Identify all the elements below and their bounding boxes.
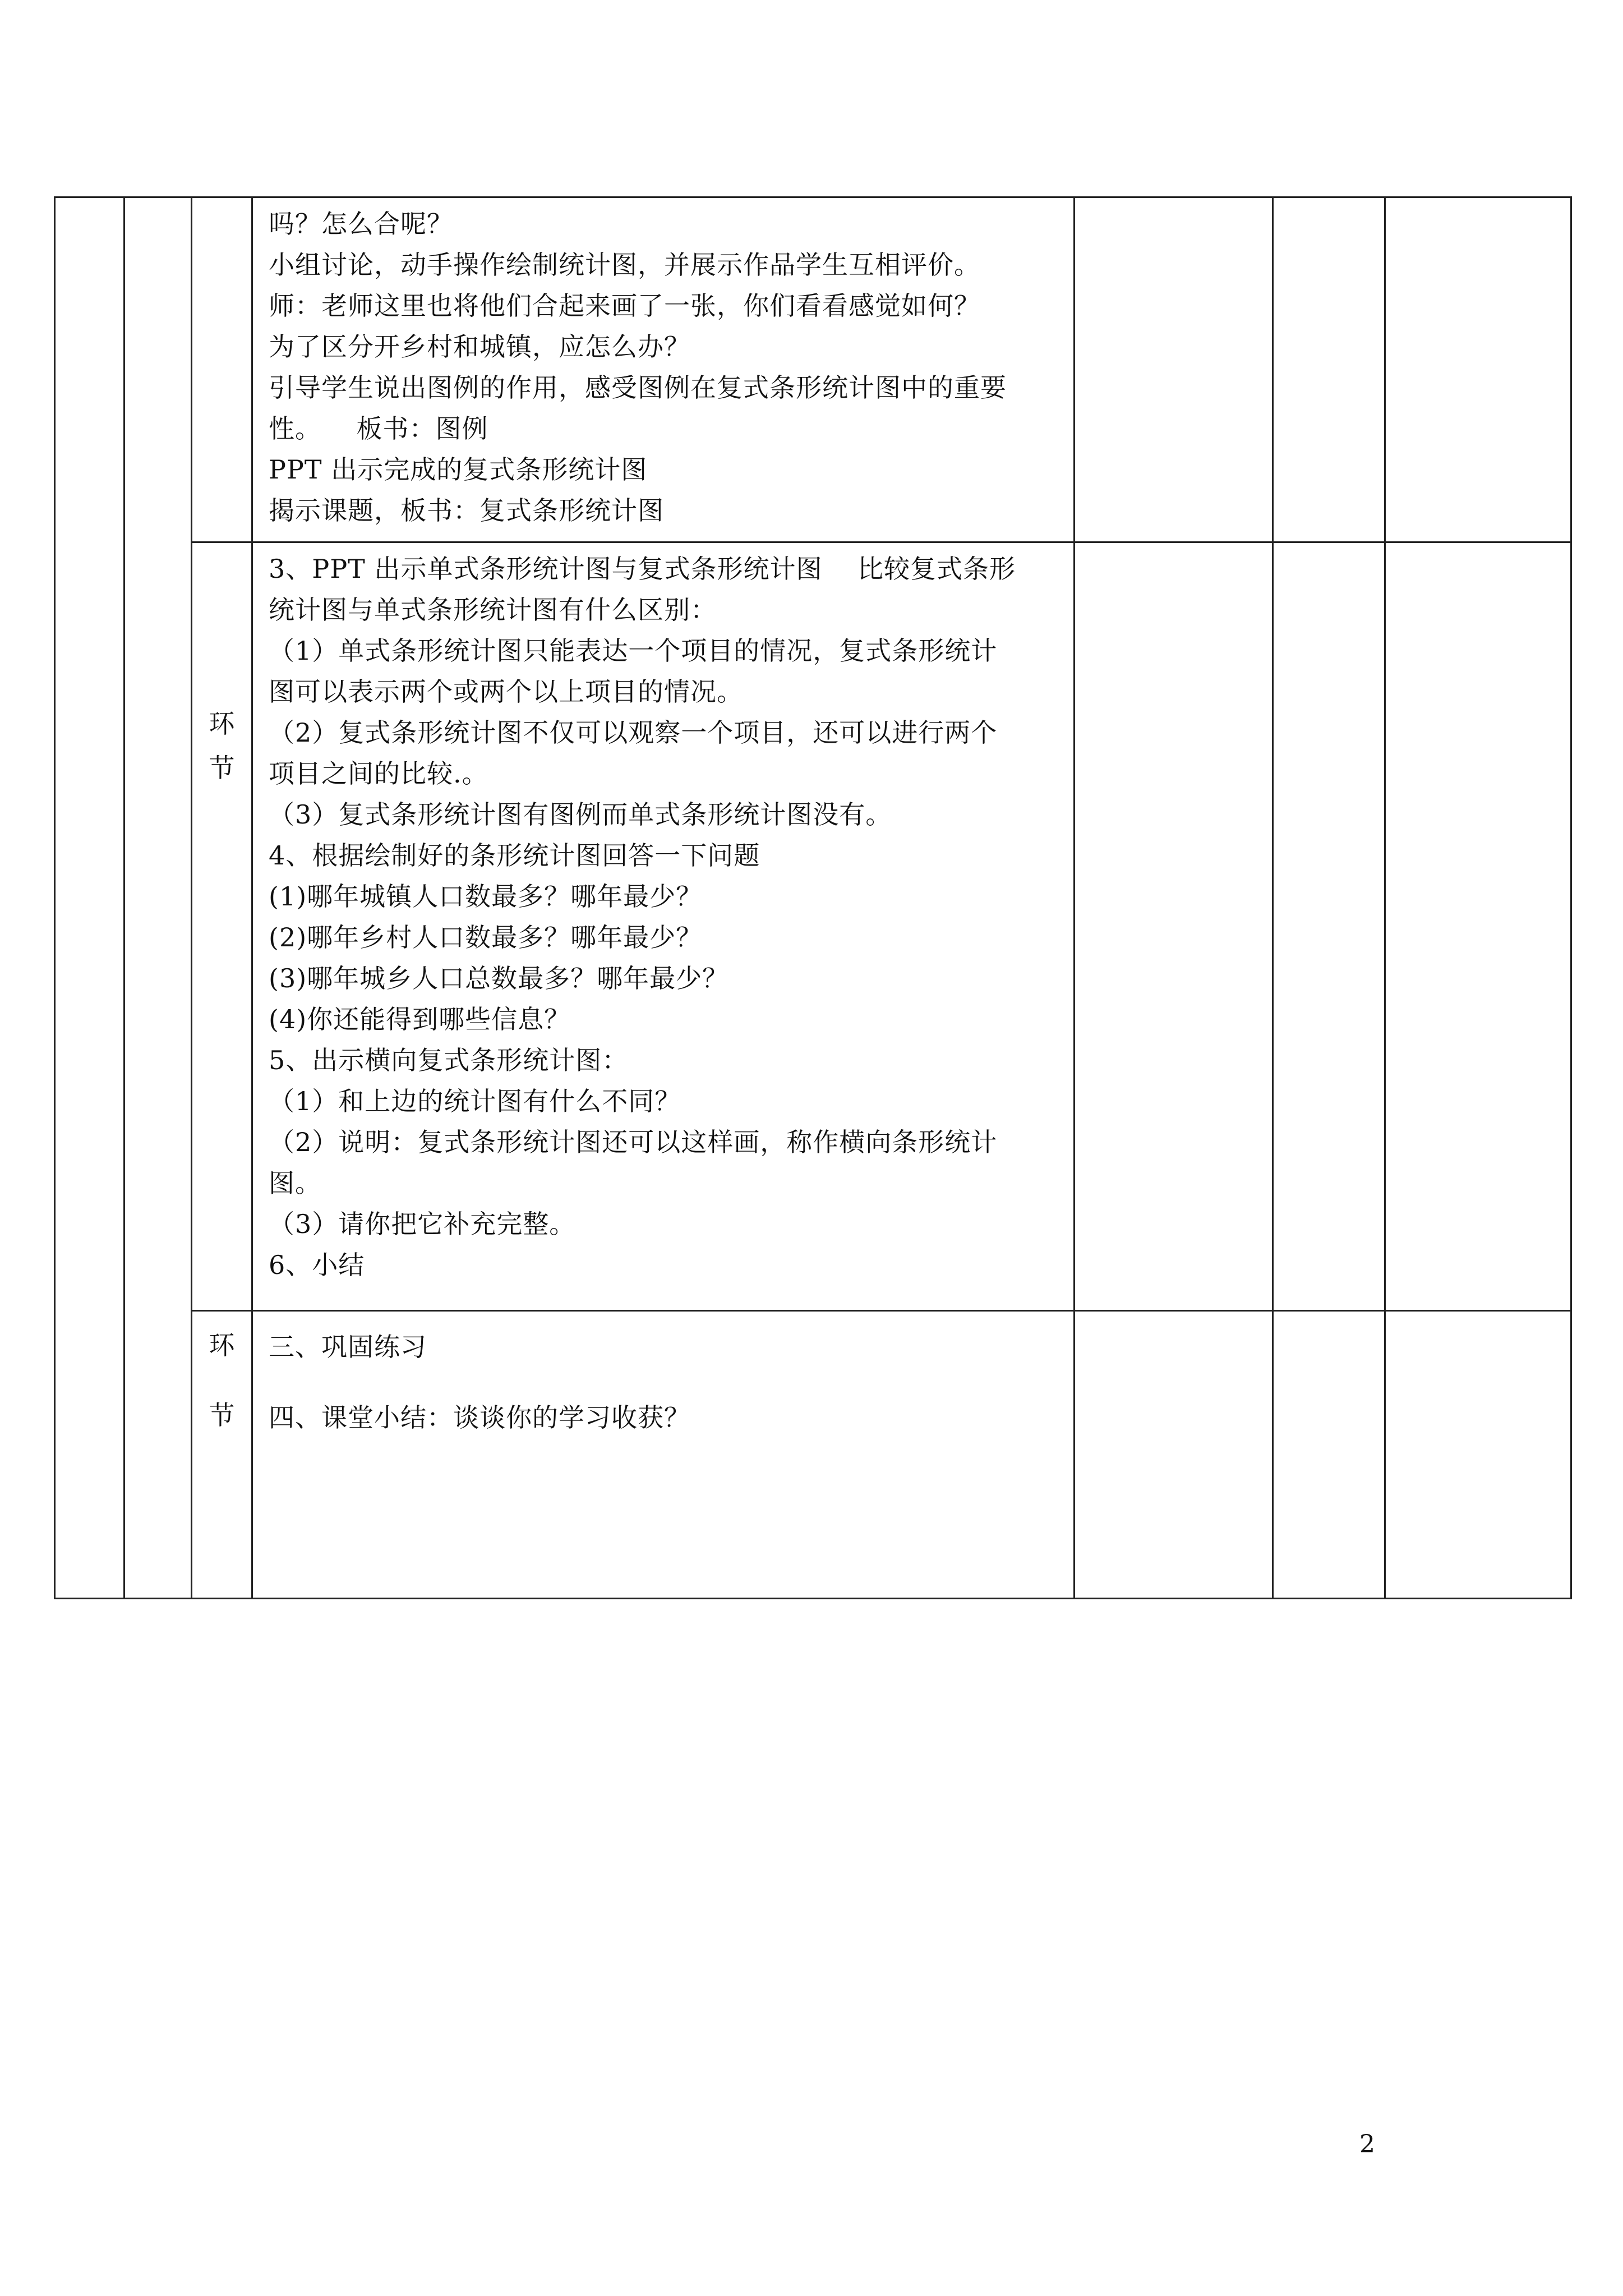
- text-line: 为了区分开乡村和城镇，应怎么办？: [269, 332, 690, 362]
- section-label-char: 环: [209, 708, 235, 739]
- section-label-char: 节: [209, 753, 235, 783]
- table-row: [55, 1311, 1571, 1599]
- blank-cell: [1385, 1311, 1571, 1599]
- label-cell: [192, 1311, 252, 1599]
- text-line: （1）单式条形统计图只能表达一个项目的情况，复式条形统计: [269, 636, 998, 666]
- text-line: 统计图与单式条形统计图有什么区别：: [269, 595, 717, 625]
- text-line: 揭示课题，板书：复式条形统计图: [269, 495, 664, 526]
- text-line: 3、PPT 出示单式条形统计图与复式条形统计图 比较复式条形: [269, 554, 1016, 584]
- text-line: PPT 出示完成的复式条形统计图: [269, 454, 648, 485]
- text-line: (1)哪年城镇人口数最多？哪年最少？: [269, 881, 703, 912]
- blank-cell: [1273, 1311, 1385, 1599]
- blank-cell: [1385, 197, 1571, 542]
- text-line: （3）复式条形统计图有图例而单式条形统计图没有。: [269, 799, 892, 830]
- stage-column-cell: [55, 197, 125, 1599]
- page-number: 2: [1359, 2130, 1375, 2159]
- text-line: 5、出示横向复式条形统计图：: [269, 1045, 629, 1075]
- text-line: 项目之间的比较.。: [269, 758, 488, 789]
- text-line: 性。 板书：图例: [269, 413, 488, 444]
- section-label-char: 节: [209, 1400, 235, 1430]
- text-line: （2）说明：复式条形统计图还可以这样画，称作横向条形统计: [269, 1127, 998, 1157]
- table-row: [55, 542, 1571, 1311]
- content-cell: [252, 542, 1075, 1311]
- label-cell: [192, 197, 252, 542]
- section-column-cell: [125, 197, 192, 1599]
- section-label-char: 环: [209, 1330, 235, 1360]
- text-line: 图。: [269, 1168, 321, 1198]
- blank-cell: [1075, 1311, 1273, 1599]
- text-line: 4、根据绘制好的条形统计图回答一下问题: [269, 840, 760, 871]
- content-cell: [252, 197, 1075, 542]
- text-line: 四、课堂小结：谈谈你的学习收获？: [269, 1402, 690, 1433]
- content-cell: [252, 1311, 1075, 1599]
- text-line: （3）请你把它补充完整。: [269, 1209, 576, 1239]
- text-line: (4)你还能得到哪些信息？: [269, 1004, 571, 1034]
- table-row: [55, 197, 1571, 542]
- label-cell: [192, 542, 252, 1311]
- text-line: （2）复式条形统计图不仅可以观察一个项目，还可以进行两个: [269, 717, 998, 748]
- text-line: 师：老师这里也将他们合起来画了一张，你们看看感觉如何？: [269, 291, 980, 321]
- text-line: (3)哪年城乡人口总数最多？哪年最少？: [269, 963, 729, 993]
- blank-cell: [1075, 197, 1273, 542]
- text-line: (2)哪年乡村人口数最多？哪年最少？: [269, 922, 703, 953]
- text-line: （1）和上边的统计图有什么不同？: [269, 1086, 681, 1116]
- blank-cell: [1385, 542, 1571, 1311]
- lesson-plan-table: [54, 196, 1572, 1599]
- blank-cell: [1273, 197, 1385, 542]
- text-line: 三、巩固练习: [269, 1332, 427, 1362]
- text-line: 6、小结: [269, 1250, 365, 1280]
- text-line: 引导学生说出图例的作用，感受图例在复式条形统计图中的重要: [269, 372, 1007, 403]
- blank-cell: [1075, 542, 1273, 1311]
- text-line: 小组讨论，动手操作绘制统计图，并展示作品学生互相评价。: [269, 250, 980, 280]
- blank-cell: [1273, 542, 1385, 1311]
- text-line: 图可以表示两个或两个以上项目的情况。: [269, 677, 743, 707]
- text-line: 吗？怎么合呢？: [269, 209, 453, 239]
